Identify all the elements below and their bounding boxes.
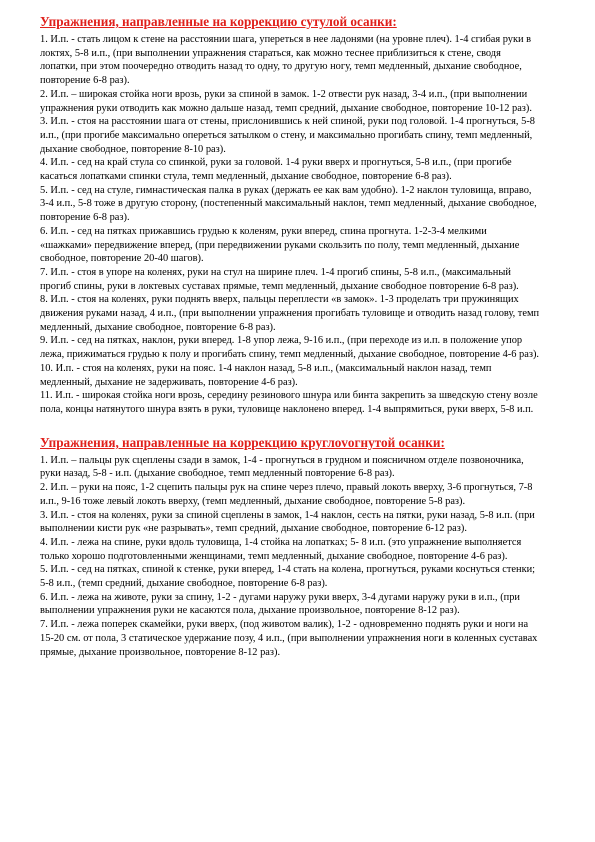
exercise-list-round-concave [40,454,540,660]
exercise-list-stooped [40,33,540,417]
exercise-item: 3. И.п. - стоя на расстоянии шага от стены, прислонившись к ней спиной, руки под головой. 1-4 прогнуться, 5-8 и.п., (при прогибе максимально опереться затылком о стену, и максимально прогибать спину, темп медленный, дыхание свободное, повторение 8-10 раз). [40,116,535,155]
exercise-item: 6. И.п. - лежа на животе, руки за спину, 1-2 - дугами наружу руки вверх, 3-4 дугами наружу руки в и.п., (при выполнении упражнения руки не касаются пола, дыхание произвольное, повторение 8-12 раз). [40,591,520,617]
exercise-item: 7. И.п. - лежа поперек скамейки, руки вверх, (под животом валик), 1-2 - одновременно поднять руки и ноги на 15-20 см. от пола, 3 статическое удержание позу, 4 и.п., (при выполнении упражнения ноги в коленных суставах прямые, дыхание произвольное, повторение 8-12 раз). [40,619,538,658]
exercise-item: 1. И.п. – пальцы рук сцеплены сзади в замок, 1-4 - прогнуться в грудном и поясничном отделе позвоночника, руки назад, 5-8 - и.п. (дыхание свободное, темп медленный повторение 6-8 раз). [40,454,524,480]
exercise-item: 10. И.п. - стоя на коленях, руки на пояс. 1-4 наклон назад, 5-8 и.п., (максимальный наклон назад, темп медленный, дыхание не задерживать, повторение 4-6 раз). [40,362,492,388]
exercise-item: 9. И.п. - сед на пятках, наклон, руки вперед. 1-8 упор лежа, 9-16 и.п., (при переходе из и.п. в положение упор лежа, прижиматься грудью к полу и прогибать спину, темп медленный, дыхание свободное, повторение 4-6 раз). [40,335,540,361]
exercise-item: 2. И.п. – руки на пояс, 1-2 сцепить пальцы рук на спине через плечо, правый локоть вверху, 3-6 прогнуться, 7-8 и.п., 9-16 тоже левый локоть вверху, (темп медленный, дыхание свободное, повторение 5-8 раз). [40,482,533,507]
section-heading-stooped-posture: Упражнения, направленные на коррекцию сутулой осанки: [40,14,397,29]
exercise-item: 7. И.п. - стоя в упоре на коленях, руки на стул на ширине плеч. 1-4 прогиб спины, 5-8 и.п., (максимальный прогиб спины, руки в локтевых суставах прямые, темп медленный, дыхание свободное повторение 6-8 раз). [40,266,519,292]
exercise-item: 5. И.п. - сед на пятках, спиной к стенке, руки вперед, 1-4 стать на колена, прогнуться, руками коснуться стенки; 5-8 и.п., (темп средний, дыхание свободное, повторение 6-8 раз). [40,564,536,590]
exercise-item: 1. И.п. - стать лицом к стене на расстоянии шага, упереться в нее ладонями (на уровне плеч). 1-4 сгибая руки в локтях, 5-8 и.п., (при выполнении упражнения стараться, как можно теснее приблизиться к стене, сводя лопатки, при этом поочередно отводить назад то одну, то другую ногу, темп медленный, дыхание свободное, повторение 6-8 раз). [40,34,532,87]
exercise-item: 4. И.п. - сед на край стула со спинкой, руки за головой. 1-4 руки вверх и прогнуться, 5-8 и.п., (при прогибе касаться лопатками спинки стула, темп медленный, дыхание свободное, повторение 6-8 раз). [40,157,512,183]
exercise-item: 2. И.п. – широкая стойка ноги врозь, руки за спиной в замок. 1-2 отвести рук назад, 3-4 и.п., (при выполнении упражнения руки отводить как можно дальше назад, темп средний, дыхание свободное, повторение 10-12 раз). [40,88,532,114]
exercise-item: 11. И.п. - широкая стойка ноги врозь, середину резинового шнура или бинта закрепить за шведскую стену возле пола, концы натянутого шнура взять в руки, туловище наклонено вперед. 1-4 выпрямиться, руки вверх, 5-8 и.п. [40,390,538,415]
exercise-item: 5. И.п. - сед на стуле, гимнастическая палка в руках (держать ее как вам удобно). 1-2 наклон туловища, вправо, 3-4 и.п., 5-8 тоже в другую сторону, (постепенный максимальный наклон, темп медленный, дыхание свободное, повторение 6-8 раз). [40,184,537,224]
exercise-item: 6. И.п. - сед на пятках прижавшись грудью к коленям, руки вперед, спина прогнута. 1-2-3-4 мелкими «шажками» передвижение вперед, (при передвижении руками скользить по полу, темп медленный, дыхание свободное, повторение 20-40 шагов). [40,225,520,265]
section-heading-round-concave-posture: Упражнения, направленные на коррекцию круглovогнутой осанки: [40,434,445,450]
exercise-item: 4. И.п. - лежа на спине, руки вдоль туловища, 1-4 стойка на лопатках; 5- 8 и.п. (это упражнение выполняется только хорошо подготовленными женщинами, темп медленный, дыхание свободное, повторение 4-6 раз). [40,536,522,562]
exercise-item: 8. И.п. - стоя на коленях, руки поднять вверх, пальцы переплести «в замок». 1-3 проделать три пружинящих движения руками назад, 4 и.п., (при выполнении упражнения прогибать туловище и отводить назад голову, темп медленный, дыхание свободное, повторение 6-8 раз). [40,294,540,333]
exercise-item: 3. И.п. - стоя на коленях, руки за спиной сцеплены в замок, 1-4 наклон, сесть на пятки, руки назад, 5-8 и.п. (при выполнении кисти рук «не разрывать», темп средний, дыхание свободное, повторение 6-12 раз). [40,509,535,535]
